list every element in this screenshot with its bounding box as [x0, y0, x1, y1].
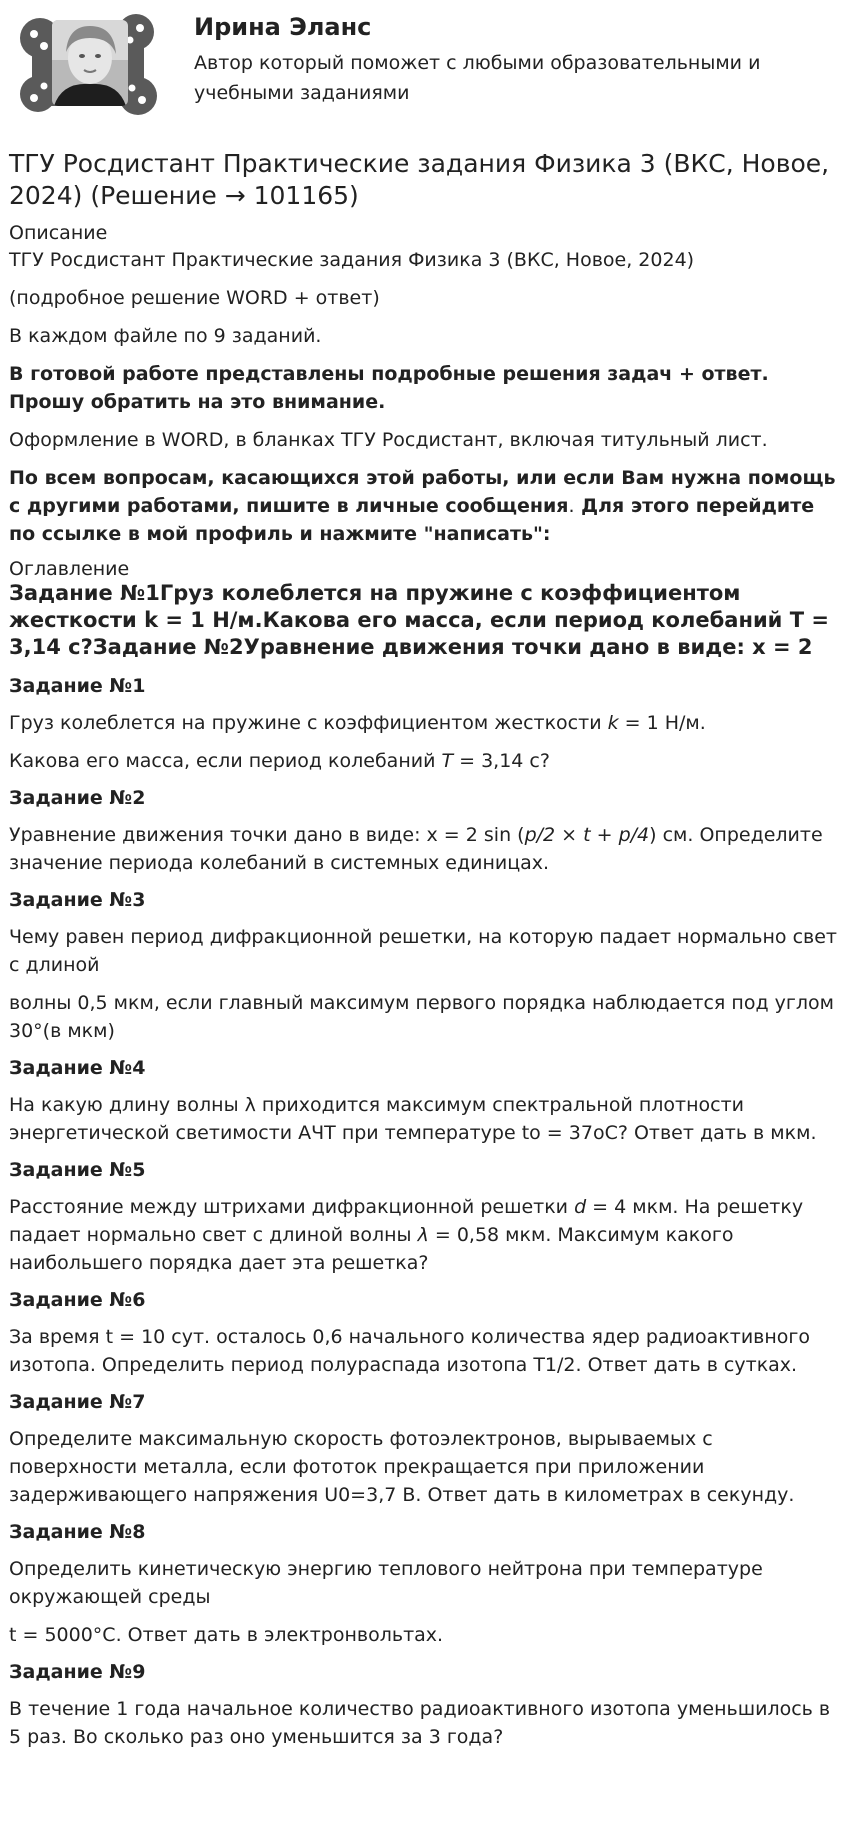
task-1-text-1-a: Груз колеблется на пружине с коэффициентом жесткости — [9, 712, 608, 734]
task-5-text-a: Расстояние между штрихами дифракционной решетки — [9, 1196, 575, 1218]
task-2-text-b: × — [555, 824, 584, 846]
task-1-text-2-b: = 3,14 с? — [453, 750, 550, 772]
author-name[interactable]: Ирина Эланс — [194, 13, 372, 41]
task-1-var-t: T — [441, 750, 454, 772]
task-5-var-d: d — [574, 1196, 587, 1218]
task-2-text-1 — [9, 821, 838, 877]
task-heading-5: Задание №5 — [9, 1159, 146, 1181]
author-avatar[interactable] — [18, 8, 158, 124]
task-8-text-1: Определить кинетическую энергию теплового нейтрона при температуре окружающей среды — [9, 1558, 763, 1608]
task-2-text-a: Уравнение движения точки дано в виде: x = 2 sin ( — [9, 824, 525, 846]
contact-dot: . — [568, 495, 575, 517]
task-heading-3: Задание №3 — [9, 889, 146, 911]
page-title: ТГУ Росдистант Практические задания Физика 3 (ВКС, Новое, 2024) (Решение → 101165) — [9, 149, 830, 210]
task-5-text-1 — [9, 1193, 838, 1277]
task-9-text-1: В течение 1 года начальное количество радиоактивного изотопа уменьшилось в 5 раз. Во сколько раз оно уменьшится за 3 года? — [9, 1698, 831, 1748]
task-heading-4: Задание №4 — [9, 1057, 146, 1079]
task-heading-2: Задание №2 — [9, 787, 146, 809]
description-format-line: Оформление в WORD, в бланках ТГУ Росдистант, включая титульный лист. — [9, 429, 768, 451]
description-label: Описание — [9, 222, 108, 244]
task-1-text-2-a: Какова его масса, если период колебаний — [9, 750, 442, 772]
toc-entry[interactable]: Задание №1Груз колеблется на пружине с коэффициентом жесткости k = 1 Н/м.Какова его масса, если период колебаний T = 3,14 с?Задание №2Уравнение движения точки дано в виде: x = 2 — [9, 581, 829, 659]
contact-text-1: По всем вопросам, касающихся этой работы, или если Вам нужна помощь с другими работами, пишите в личные сообщения — [9, 467, 836, 517]
task-7-text-1: Определите максимальную скорость фотоэлектронов, вырываемых с поверхности металла, если фототок прекращается при приложении задерживающего напряжения U0=3,7 В. Ответ дать в километрах в секунду. — [9, 1428, 795, 1506]
task-1-text-1 — [9, 709, 838, 737]
toc-label: Оглавление — [9, 558, 130, 580]
task-1-text-1-b: = 1 Н/м. — [618, 712, 706, 734]
author-card — [9, 0, 838, 148]
task-2-italic-2: t — [583, 824, 591, 846]
task-1-var-k: k — [607, 712, 619, 734]
task-3-text-2: волны 0,5 мкм, если главный максимум первого порядка наблюдается под углом 30°(в мкм) — [9, 992, 834, 1042]
description-line-2: (подробное решение WORD + ответ) — [9, 287, 380, 309]
task-5-text-c: = 0,58 мкм. Максимум какого наибольшего порядка дает эта решетка? — [9, 1224, 734, 1274]
task-2-italic-3: p/4 — [618, 824, 650, 846]
task-2-text-c: + — [590, 824, 619, 846]
author-description: Автор который поможет с любыми образовательными и учебными заданиями — [194, 52, 761, 104]
task-8-text-2: t = 5000°С. Ответ дать в электронвольтах. — [9, 1624, 444, 1646]
task-heading-1: Задание №1 — [9, 675, 146, 697]
task-1-text-2 — [9, 747, 838, 775]
task-heading-8: Задание №8 — [9, 1521, 146, 1543]
task-heading-9: Задание №9 — [9, 1661, 146, 1683]
task-heading-7: Задание №7 — [9, 1391, 146, 1413]
description-line-1: ТГУ Росдистант Практические задания Физика 3 (ВКС, Новое, 2024) — [9, 249, 695, 271]
task-6-text-1: За время t = 10 сут. осталось 0,6 начального количества ядер радиоактивного изотопа. Определить период полураспада изотопа T1/2. Ответ дать в сутках. — [9, 1326, 811, 1376]
contact-text-2: Для этого перейдите по ссылке в мой профиль и нажмите "написать": — [9, 495, 815, 545]
description-bold-notice: В готовой работе представлены подробные решения задач + ответ. Прошу обратить на это внимание. — [9, 363, 769, 413]
description-line-3: В каждом файле по 9 заданий. — [9, 325, 322, 347]
task-3-text-1: Чему равен период дифракционной решетки, на которую падает нормально свет с длиной — [9, 926, 837, 976]
task-2-text-d: ) см. Определите значение периода колебаний в системных единицах. — [9, 824, 823, 874]
task-heading-6: Задание №6 — [9, 1289, 146, 1311]
task-4-text-1: На какую длину волны λ приходится максимум спектральной плотности энергетической светимости АЧТ при температуре to = 37оС? Ответ дать в мкм. — [9, 1094, 817, 1144]
task-2-italic-1: p/2 — [524, 824, 556, 846]
description-contact — [9, 464, 838, 548]
task-5-text-b: = 4 мкм. На решетку падает нормально свет с длиной волны — [9, 1196, 804, 1246]
task-5-var-lambda: λ — [417, 1224, 429, 1246]
